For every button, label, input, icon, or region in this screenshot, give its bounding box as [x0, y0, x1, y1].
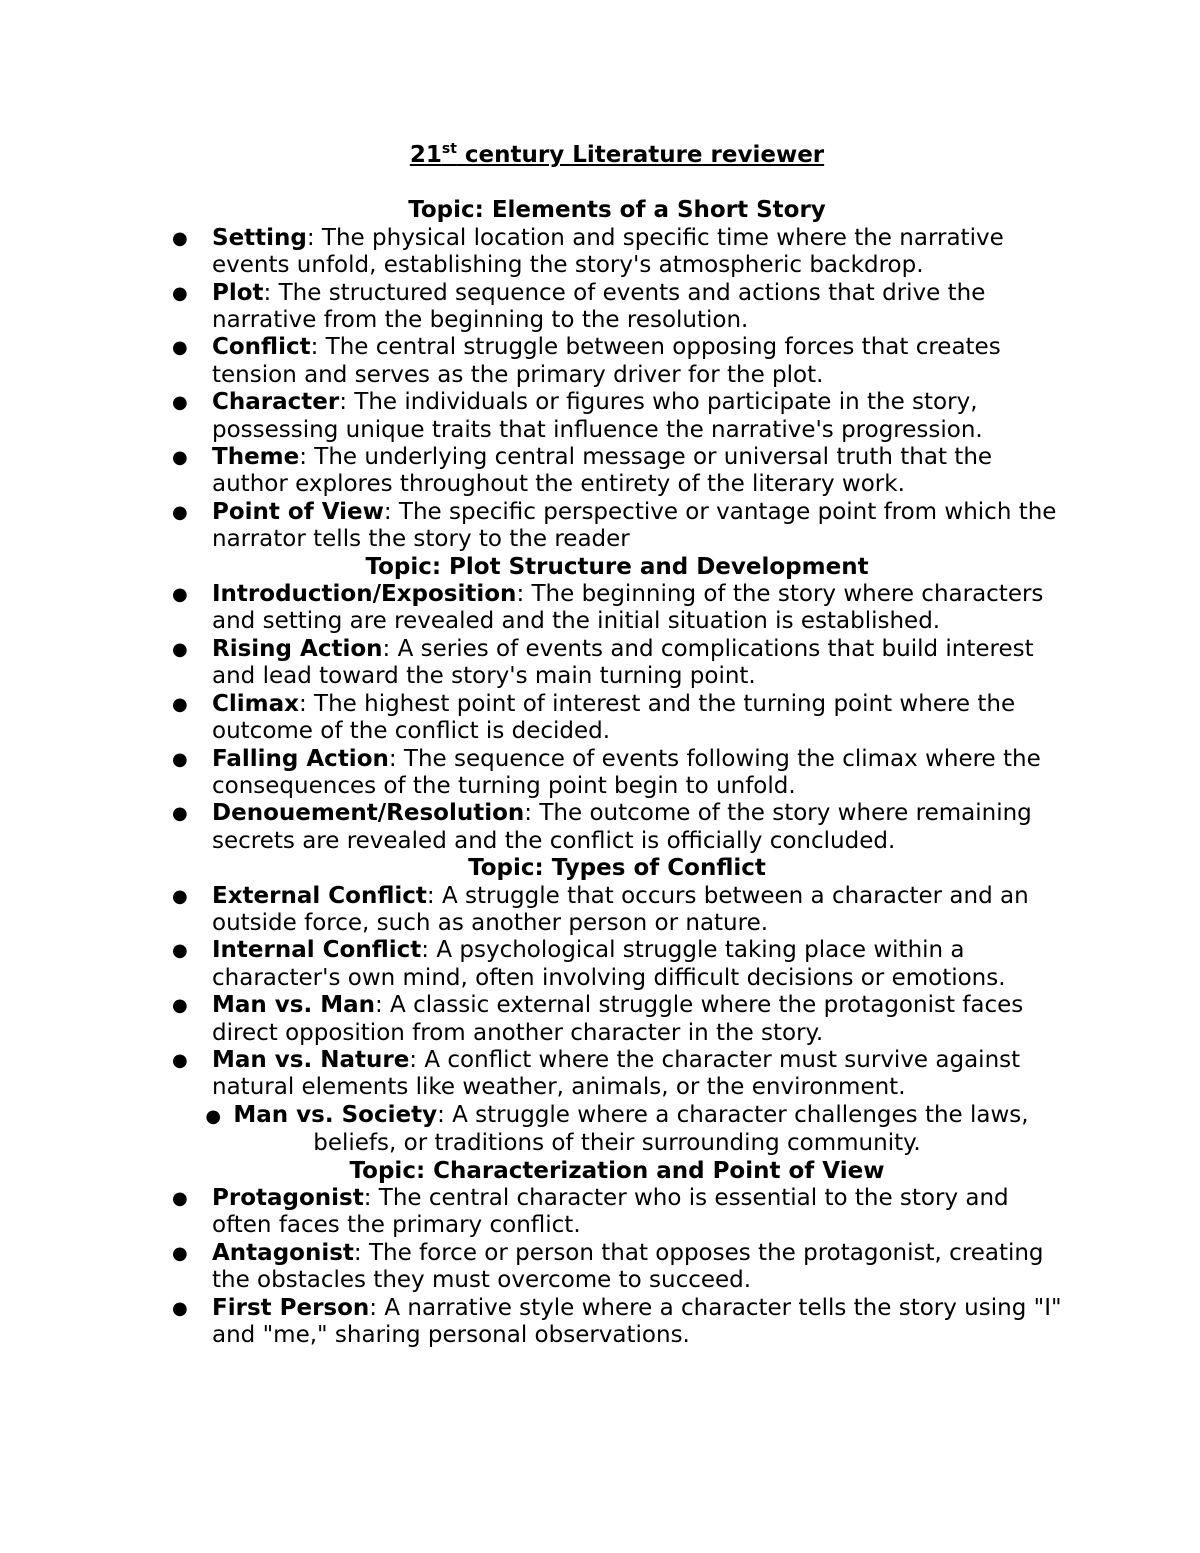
term-definition: : The structured sequence of events and actions that drive the narrative from the beginning to the resolution. [212, 279, 986, 334]
list-item [172, 1240, 1062, 1295]
list-item [172, 883, 1062, 938]
list-item [172, 1102, 1062, 1158]
term-definition: : A classic external struggle where the protagonist faces direct opposition from another character in the story. [212, 992, 1024, 1046]
list-item [172, 746, 1062, 801]
term-definition: : The force or person that opposes the protagonist, creating the obstacles they must overcome to succeed. [212, 1239, 1044, 1294]
bullet-icon: ● [172, 803, 188, 825]
term-definition: : A psychological struggle taking place within a character's own mind, often involving difficult decisions or emotions. [212, 937, 1006, 991]
list-item [172, 444, 1062, 499]
term-definition: : A struggle that occurs between a character and an outside force, such as another person or nature. [212, 882, 1029, 936]
term-label: Climax [212, 690, 299, 717]
bullet-icon: ● [172, 584, 188, 606]
list-item [172, 1185, 1062, 1240]
term-definition: : A narrative style where a character tells the story using "I" and "me," sharing personal observations. [212, 1294, 1062, 1349]
list-item [172, 1047, 1062, 1102]
term-label: First Person [212, 1294, 370, 1321]
bullet-icon: ● [172, 1297, 188, 1319]
list-item [172, 499, 1062, 554]
term-label: Theme [212, 444, 300, 471]
term-definition: : The sequence of events following the climax where the consequences of the turning point begin to unfold. [212, 745, 1041, 799]
list-item [172, 280, 1062, 335]
bullet-icon: ● [172, 1049, 188, 1071]
term-list [172, 883, 1062, 1158]
term-definition: : The individuals or figures who participate in the story, possessing unique traits that influence the narrative's progression. [212, 389, 983, 443]
term-label: Antagonist [212, 1239, 354, 1266]
list-item [172, 334, 1062, 389]
term-label: Rising Action [212, 635, 383, 662]
term-definition: : The central character who is essential to the story and often faces the primary conflict. [212, 1185, 1009, 1239]
term-definition: : The specific perspective or vantage point from which the narrator tells the story to the reader [212, 498, 1057, 553]
document-body [172, 140, 1062, 1349]
term-label: Character [212, 389, 340, 416]
term-definition: : A struggle where a character challenges the laws, beliefs, or traditions of their surrounding community. [313, 1101, 1029, 1157]
topic-heading: Topic: Characterization and Point of View [349, 1157, 885, 1184]
bullet-icon: ● [172, 693, 188, 715]
term-label: Man vs. Man [212, 992, 375, 1019]
list-item [172, 1295, 1062, 1350]
term-definition: : The outcome of the story where remaining secrets are revealed and the conflict is officially concluded. [212, 800, 1032, 854]
term-label: Man vs. Nature [212, 1046, 410, 1073]
bullet-icon: ● [172, 940, 188, 962]
title-prefix: 21 [409, 142, 442, 168]
bullet-icon: ● [172, 1242, 188, 1264]
term-label: Conflict [212, 334, 311, 361]
list-item [172, 636, 1062, 691]
term-definition: : The central struggle between opposing forces that creates tension and serves as the primary driver for the plot. [212, 334, 1001, 388]
list-item [172, 225, 1062, 280]
term-label: Man vs. Society [233, 1101, 438, 1128]
term-definition: : The beginning of the story where characters and setting are revealed and the initial situation is established. [212, 581, 1044, 635]
term-label: Protagonist [212, 1185, 364, 1212]
bullet-icon: ● [172, 282, 188, 304]
bullet-icon: ● [172, 447, 188, 469]
bullet-icon: ● [172, 227, 188, 249]
term-definition: : The highest point of interest and the turning point where the outcome of the conflict is decided. [212, 690, 1016, 745]
term-definition: : The physical location and specific time where the narrative events unfold, establishing the story's atmospheric backdrop. [212, 224, 1004, 279]
term-list [172, 1185, 1062, 1349]
term-list [172, 581, 1062, 855]
bullet-icon: ● [172, 638, 188, 660]
title-rest: century Literature reviewer [456, 142, 825, 168]
bullet-icon: ● [172, 337, 188, 359]
bullet-icon: ● [172, 501, 188, 523]
term-label: Falling Action [212, 745, 389, 772]
topic-heading: Topic: Types of Conflict [468, 855, 766, 882]
list-item [172, 691, 1062, 746]
bullet-icon: ● [172, 885, 188, 907]
list-item [172, 937, 1062, 992]
bullet-icon: ● [172, 995, 188, 1017]
topic-heading: Topic: Plot Structure and Development [365, 553, 869, 580]
term-label: Point of View [212, 498, 384, 525]
title-superscript: st [441, 141, 457, 157]
term-definition: : A conflict where the character must survive against natural elements like weather, animals, or the environment. [212, 1046, 1021, 1101]
bullet-icon: ● [172, 1188, 188, 1210]
term-label: Internal Conflict [212, 937, 422, 964]
term-label: External Conflict [212, 882, 427, 909]
term-label: Setting [212, 224, 307, 251]
term-definition: : A series of events and complications that build interest and lead toward the story's main turning point. [212, 635, 1034, 690]
list-item [172, 992, 1062, 1047]
topic-heading: Topic: Elements of a Short Story [408, 197, 826, 224]
term-label: Plot [212, 279, 264, 306]
term-list [172, 225, 1062, 554]
bullet-icon: ● [172, 392, 188, 414]
term-label: Denouement/Resolution [212, 800, 525, 827]
list-item [172, 800, 1062, 855]
list-item [172, 581, 1062, 636]
term-label: Introduction/Exposition [212, 581, 517, 608]
document-title [172, 140, 1062, 170]
bullet-icon: ● [172, 748, 188, 770]
list-item [172, 389, 1062, 444]
bullet-icon: ● [205, 1105, 222, 1127]
term-definition: : The underlying central message or universal truth that the author explores throughout the entirety of the literary work. [212, 444, 993, 498]
